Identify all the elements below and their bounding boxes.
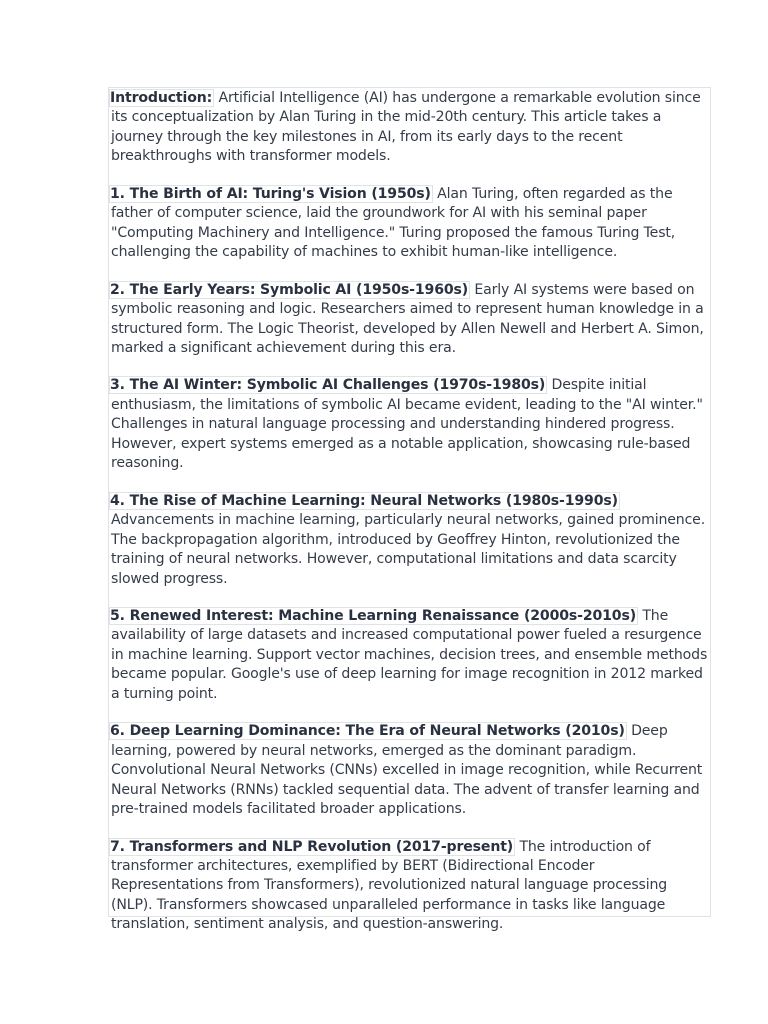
section-text: Artificial Intelligence (AI) has undergone a remarkable evolution since its conceptualization by Alan Turing in the mid-20th century. This article takes a journey through the key milestones in AI, from its early days to the recent breakthroughs with transformer models. (111, 90, 701, 165)
section-machine-learning-rise (111, 492, 708, 589)
section-text: Advancements in machine learning, particularly neural networks, gained prominence. The backpropagation algorithm, introduced by Geoffrey Hinton, revolutionized the training of neural networks. However, computational limitations and data scarcity slowed progress. (111, 512, 706, 587)
section-ml-renaissance (111, 607, 708, 704)
section-early-years (111, 281, 708, 359)
section-transformers (111, 838, 708, 935)
section-text: Alan Turing, often regarded as the father of computer science, laid the groundwork for AI with his seminal paper "Computing Machinery and Intelligence." Turing proposed the famous Turing Test, challenging the capability of machines to exhibit human-like intelligence. (111, 185, 676, 261)
section-text: Early AI systems were based on symbolic reasoning and logic. Researchers aimed to represent human knowledge in a structured form. The Logic Theorist, developed by Allen Newell and Herbert A. Simon, marked a significant achievement during this era. (111, 281, 704, 356)
section-heading: 4. The Rise of Machine Learning: Neural Networks (1980s-1990s) (110, 492, 618, 509)
section-birth-of-ai (111, 185, 708, 263)
section-heading: Introduction: (110, 90, 213, 106)
section-text: Deep learning, powered by neural networks, emerged as the dominant paradigm. Convolutional Neural Networks (CNNs) excelled in image recognition, while Recurrent Neural Networks (RNNs) tackled sequential data. The advent of transfer learning and pre-trained models facilitated broader applications. (111, 723, 703, 818)
section-deep-learning (111, 722, 708, 819)
section-text: The introduction of transformer architectures, exemplified by BERT (Bidirectional Encoder Representations from Transformers), revolutionized natural language processing (NLP). Transformers showcased unparalleled performance in tasks like language translation, sentiment analysis, and question-answering. (111, 838, 668, 933)
section-heading: 5. Renewed Interest: Machine Learning Renaissance (2000s-2010s) (110, 607, 636, 624)
section-text: Despite initial enthusiasm, the limitations of symbolic AI became evident, leading to the "AI winter." Challenges in natural language processing and understanding hindered progress. However, expert systems emerged as a notable application, showcasing rule-based reasoning. (111, 377, 703, 472)
article-body (108, 87, 711, 933)
section-heading: 6. Deep Learning Dominance: The Era of Neural Networks (2010s) (110, 723, 625, 740)
section-heading: 3. The AI Winter: Symbolic AI Challenges (1970s-1980s) (110, 377, 546, 394)
section-heading: 2. The Early Years: Symbolic AI (1950s-1960s) (110, 281, 469, 298)
section-heading: 7. Transformers and NLP Revolution (2017-present) (110, 838, 514, 855)
section-introduction (111, 89, 708, 167)
section-ai-winter (111, 376, 708, 473)
section-text: The availability of large datasets and increased computational power fueled a resurgence in machine learning. Support vector machines, decision trees, and ensemble methods became popular. Google's use of deep learning for image recognition in 2012 marked a turning point. (111, 607, 708, 702)
section-heading: 1. The Birth of AI: Turing's Vision (1950s) (110, 185, 431, 202)
